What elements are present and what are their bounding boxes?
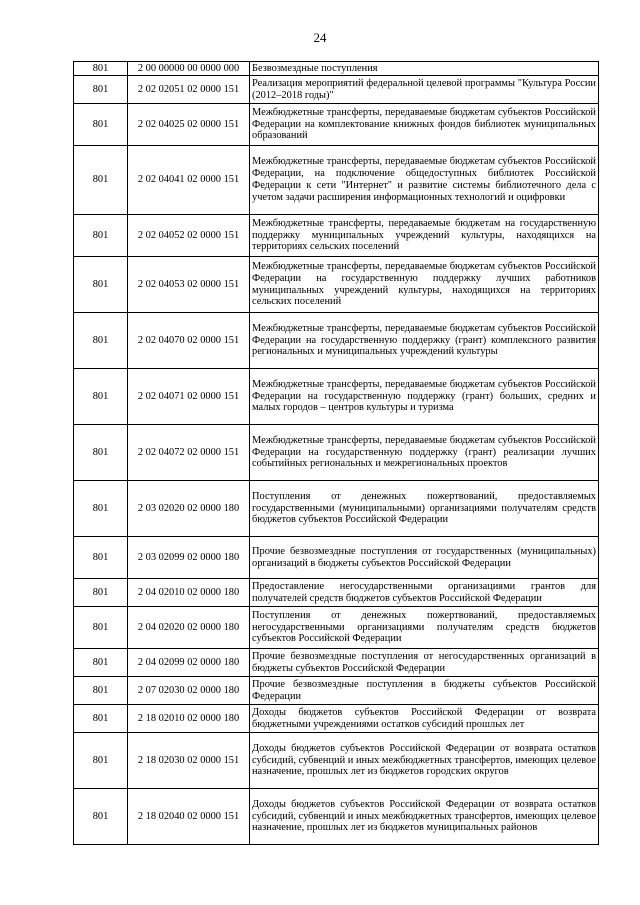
admin-code-cell: 801: [74, 537, 128, 579]
table-row: [74, 607, 599, 649]
budget-code-cell: 2 03 02099 02 0000 180: [128, 537, 250, 579]
table-row: [74, 257, 599, 313]
budget-code-cell: 2 04 02010 02 0000 180: [128, 579, 250, 607]
admin-code-cell: 801: [74, 215, 128, 257]
admin-code-cell: 801: [74, 104, 128, 146]
budget-code-cell: 2 02 04053 02 0000 151: [128, 257, 250, 313]
table-row: [74, 733, 599, 789]
page-number: 24: [313, 30, 327, 45]
revenue-name-cell: Реализация мероприятий федеральной целевой программы "Культура России (2012–2018 годы)": [250, 76, 599, 104]
table-row: [74, 789, 599, 845]
budget-code-cell: 2 02 02051 02 0000 151: [128, 76, 250, 104]
budget-code-cell: 2 18 02040 02 0000 151: [128, 789, 250, 845]
admin-code-cell: 801: [74, 607, 128, 649]
budget-code-cell: 2 02 04041 02 0000 151: [128, 146, 250, 215]
admin-code-cell: 801: [74, 649, 128, 677]
table-row: [74, 76, 599, 104]
table-row: [74, 649, 599, 677]
revenue-name-cell: Прочие безвозмездные поступления в бюджеты субъектов Российской Федерации: [250, 677, 599, 705]
table-row: [74, 677, 599, 705]
budget-code-cell: 2 02 04070 02 0000 151: [128, 313, 250, 369]
admin-code-cell: 801: [74, 76, 128, 104]
admin-code-cell: 801: [74, 789, 128, 845]
table-row: [74, 579, 599, 607]
revenue-name-cell: Межбюджетные трансферты, передаваемые бюджетам субъектов Российской Федерации на государственную поддержку (грант) реализации лучших событийных региональных и межрегиональных проектов: [250, 425, 599, 481]
budget-code-cell: 2 04 02020 02 0000 180: [128, 607, 250, 649]
budget-code-cell: 2 18 02030 02 0000 151: [128, 733, 250, 789]
budget-code-cell: 2 00 00000 00 0000 000: [128, 62, 250, 76]
revenue-name-cell: Межбюджетные трансферты, передаваемые бюджетам субъектов Российской Федерации на государственную поддержку (грант) комплексного развития региональных и муниципальных учреждений культуры: [250, 313, 599, 369]
revenue-name-cell: Межбюджетные трансферты, передаваемые бюджетам субъектов Российской Федерации, на подключение общедоступных библиотек Российской Федерации к сети "Интернет" и развитие системы библиотечного дела с учетом задачи расширения информационных технологий и оцифровки: [250, 146, 599, 215]
revenue-name-cell: Межбюджетные трансферты, передаваемые бюджетам субъектов Российской Федерации на комплектование книжных фондов библиотек муниципальных образований: [250, 104, 599, 146]
revenue-name-cell: Безвозмездные поступления: [250, 62, 599, 76]
table-row: [74, 537, 599, 579]
admin-code-cell: 801: [74, 257, 128, 313]
revenue-name-cell: Межбюджетные трансферты, передаваемые бюджетам субъектов Российской Федерации на государственную поддержку (грант) больших, средних и малых городов – центров культуры и туризма: [250, 369, 599, 425]
admin-code-cell: 801: [74, 62, 128, 76]
budget-code-cell: 2 03 02020 02 0000 180: [128, 481, 250, 537]
revenue-name-cell: Межбюджетные трансферты, передаваемые бюджетам субъектов Российской Федерации на государственную поддержку лучших работников муниципальных учреждений культуры, находящихся на территориях сельских поселений: [250, 257, 599, 313]
table-row: [74, 425, 599, 481]
revenue-name-cell: Предоставление негосударственными организациями грантов для получателей средств бюджетов субъектов Российской Федерации: [250, 579, 599, 607]
budget-code-cell: 2 18 02010 02 0000 180: [128, 705, 250, 733]
table-row: [74, 481, 599, 537]
admin-code-cell: 801: [74, 677, 128, 705]
table-row: [74, 62, 599, 76]
revenue-name-cell: Доходы бюджетов субъектов Российской Федерации от возврата бюджетными учреждениями остатков субсидий прошлых лет: [250, 705, 599, 733]
table-row: [74, 146, 599, 215]
admin-code-cell: 801: [74, 481, 128, 537]
table-row: [74, 313, 599, 369]
revenue-name-cell: Поступления от денежных пожертвований, предоставляемых негосударственными организациями получателям средств бюджетов субъектов Российской Федерации: [250, 607, 599, 649]
revenue-codes-table: [73, 61, 599, 845]
admin-code-cell: 801: [74, 579, 128, 607]
admin-code-cell: 801: [74, 313, 128, 369]
budget-code-cell: 2 02 04072 02 0000 151: [128, 425, 250, 481]
budget-code-cell: 2 02 04052 02 0000 151: [128, 215, 250, 257]
revenue-name-cell: Прочие безвозмездные поступления от негосударственных организаций в бюджеты субъектов Российской Федерации: [250, 649, 599, 677]
budget-code-cell: 2 02 04071 02 0000 151: [128, 369, 250, 425]
revenue-name-cell: Прочие безвозмездные поступления от государственных (муниципальных) организаций в бюджеты субъектов Российской Федерации: [250, 537, 599, 579]
table-row: [74, 369, 599, 425]
revenue-name-cell: Межбюджетные трансферты, передаваемые бюджетам на государственную поддержку муниципальных учреждений культуры, находящихся на территориях сельских поселений: [250, 215, 599, 257]
admin-code-cell: 801: [74, 146, 128, 215]
admin-code-cell: 801: [74, 369, 128, 425]
admin-code-cell: 801: [74, 705, 128, 733]
table-row: [74, 104, 599, 146]
budget-code-cell: 2 02 04025 02 0000 151: [128, 104, 250, 146]
revenue-name-cell: Доходы бюджетов субъектов Российской Федерации от возврата остатков субсидий, субвенций и иных межбюджетных трансфертов, имеющих целевое назначение, прошлых лет из бюджетов городских округов: [250, 733, 599, 789]
table-row: [74, 215, 599, 257]
budget-code-cell: 2 07 02030 02 0000 180: [128, 677, 250, 705]
admin-code-cell: 801: [74, 425, 128, 481]
revenue-name-cell: Поступления от денежных пожертвований, предоставляемых государственными (муниципальными) организациями получателям средств бюджетов субъектов Российской Федерации: [250, 481, 599, 537]
table-row: [74, 705, 599, 733]
admin-code-cell: 801: [74, 733, 128, 789]
revenue-name-cell: Доходы бюджетов субъектов Российской Федерации от возврата остатков субсидий, субвенций и иных межбюджетных трансфертов, имеющих целевое назначение, прошлых лет из бюджетов муниципальных районов: [250, 789, 599, 845]
budget-code-cell: 2 04 02099 02 0000 180: [128, 649, 250, 677]
